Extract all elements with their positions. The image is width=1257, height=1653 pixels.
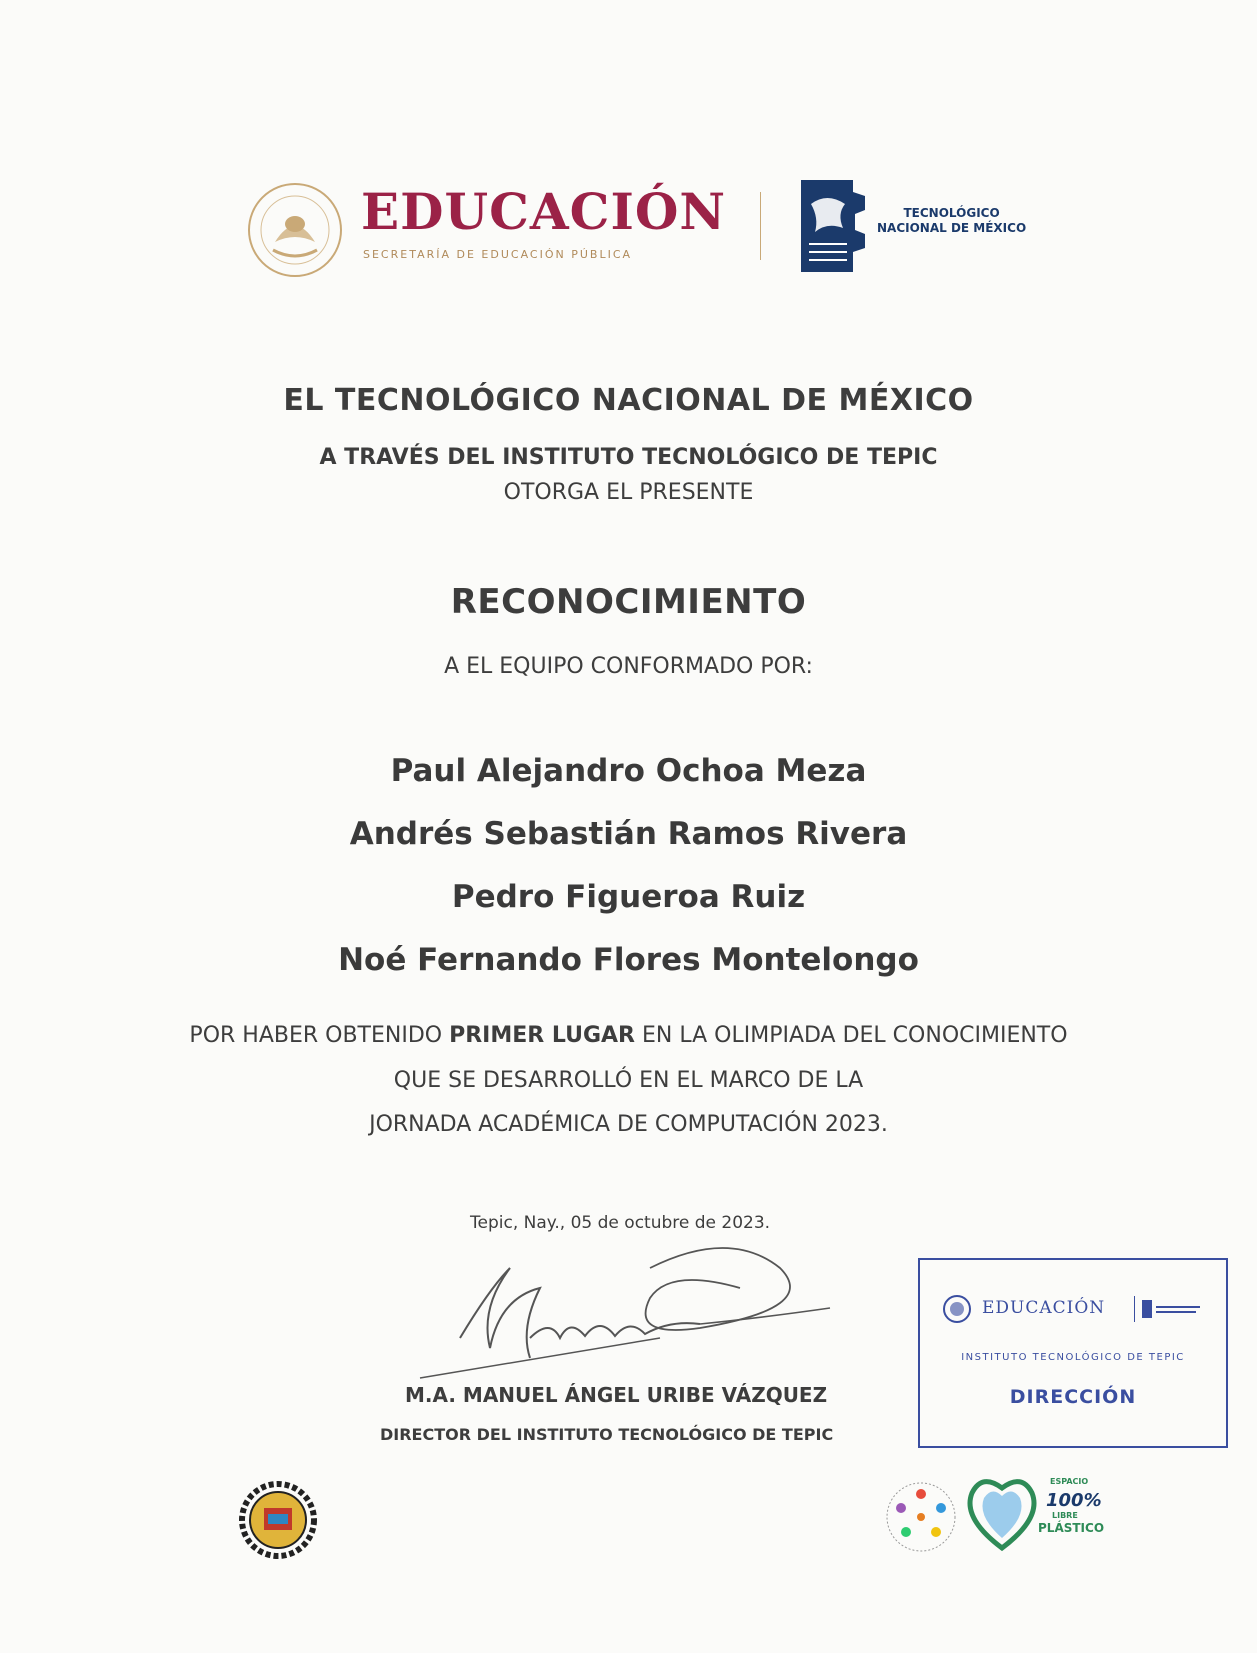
reason-line-1 bbox=[0, 1023, 1257, 1048]
signature-icon bbox=[400, 1228, 840, 1388]
header-divider bbox=[760, 192, 761, 260]
stamp-office: DIRECCIÓN bbox=[1009, 1386, 1137, 1408]
reason-line-2: QUE SE DESARROLLÓ EN EL MARCO DE LA bbox=[393, 1068, 864, 1093]
reason-post: EN LA OLIMPIADA DEL CONOCIMIENTO bbox=[635, 1023, 1068, 1048]
header bbox=[245, 170, 1045, 290]
stamp-edu: EDUCACIÓN bbox=[982, 1298, 1106, 1318]
issue-date: Tepic, Nay., 05 de octubre de 2023. bbox=[470, 1213, 771, 1233]
names-list bbox=[0, 740, 1257, 992]
team-member-name: Noé Fernando Flores Montelongo bbox=[338, 942, 919, 978]
badge-percent: 100% bbox=[1046, 1490, 1102, 1511]
edu-title: EDUCACIÓN bbox=[361, 182, 727, 241]
reason-bold: PRIMER LUGAR bbox=[449, 1023, 635, 1048]
official-stamp bbox=[918, 1258, 1228, 1448]
team-member-name: Andrés Sebastián Ramos Rivera bbox=[349, 816, 908, 852]
grants-line: OTORGA EL PRESENTE bbox=[503, 480, 754, 505]
badge-espacio: ESPACIO bbox=[1050, 1477, 1089, 1486]
badge-libre: LIBRE bbox=[1052, 1511, 1078, 1520]
stamp-institute: INSTITUTO TECNOLÓGICO DE TEPIC bbox=[961, 1352, 1185, 1363]
document-type: RECONOCIMIENTO bbox=[450, 582, 807, 622]
tecnm-line-2: NACIONAL DE MÉXICO bbox=[877, 221, 1027, 235]
team-member-name: Pedro Figueroa Ruiz bbox=[451, 879, 806, 915]
through-line: A TRAVÉS DEL INSTITUTO TECNOLÓGICO DE TEPIC bbox=[319, 445, 938, 470]
recipient-intro: A EL EQUIPO CONFORMADO POR: bbox=[444, 654, 813, 679]
stamp-divider bbox=[1134, 1296, 1135, 1322]
reason-line-3: JORNADA ACADÉMICA DE COMPUTACIÓN 2023. bbox=[369, 1112, 888, 1137]
badge-plastico: PLÁSTICO bbox=[1038, 1521, 1105, 1535]
tecnm-line-1: TECNOLÓGICO bbox=[903, 206, 1000, 220]
stamp-seal-icon bbox=[942, 1294, 972, 1324]
signer-name: M.A. MANUEL ÁNGEL URIBE VÁZQUEZ bbox=[405, 1383, 828, 1407]
reason-pre: POR HABER OBTENIDO bbox=[189, 1023, 450, 1048]
tecnm-logo-icon bbox=[793, 174, 873, 278]
inclusion-logo-icon bbox=[884, 1480, 958, 1554]
team-member-name: Paul Alejandro Ochoa Meza bbox=[390, 753, 867, 789]
tecnm-name bbox=[877, 206, 1026, 236]
stamp-tecnm-icon bbox=[1142, 1298, 1202, 1320]
itt-gear-logo-icon bbox=[238, 1480, 318, 1560]
issuer: EL TECNOLÓGICO NACIONAL DE MÉXICO bbox=[283, 383, 974, 418]
national-seal-icon bbox=[245, 180, 345, 280]
plastic-free-logo-icon bbox=[962, 1468, 1105, 1558]
edu-subtitle: SECRETARÍA DE EDUCACIÓN PÚBLICA bbox=[363, 248, 633, 261]
signer-title: DIRECTOR DEL INSTITUTO TECNOLÓGICO DE TEPIC bbox=[380, 1425, 834, 1444]
